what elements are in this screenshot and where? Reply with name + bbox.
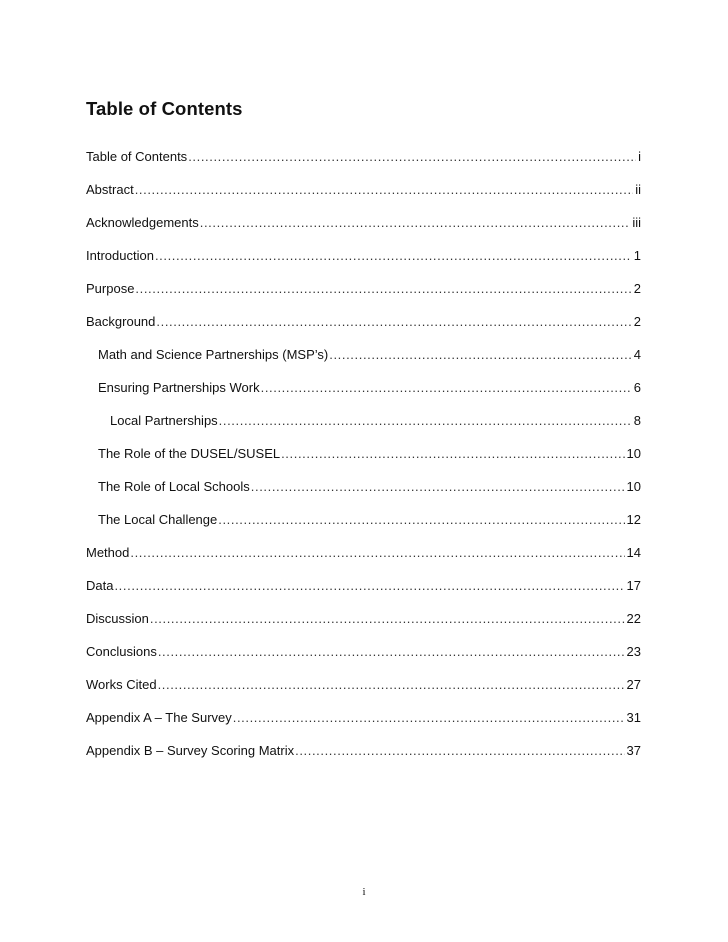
toc-entry-label: The Role of the DUSEL/SUSEL — [98, 446, 281, 461]
dot-leader — [158, 644, 625, 660]
toc-entry-msp[interactable] — [98, 343, 641, 363]
dot-leader — [158, 677, 625, 693]
toc-entry-label: Conclusions — [86, 644, 157, 659]
toc-entry-appendix-b[interactable] — [86, 739, 641, 759]
toc-entry-page: 17 — [626, 578, 641, 593]
toc-entry-data[interactable] — [86, 574, 641, 594]
toc-entry-appendix-a[interactable] — [86, 706, 641, 726]
toc-entry-works-cited[interactable] — [86, 673, 641, 693]
toc-entry-label: Abstract — [86, 182, 134, 197]
toc-entry-label: Works Cited — [86, 677, 157, 692]
toc-entry-role-local-schools[interactable] — [98, 475, 641, 495]
toc-entry-discussion[interactable] — [86, 607, 641, 627]
toc-entry-label: Introduction — [86, 248, 154, 263]
toc-entry-page: i — [638, 149, 641, 164]
toc-entry-page: 14 — [626, 545, 641, 560]
dot-leader — [156, 314, 631, 330]
toc-entry-label: Purpose — [86, 281, 135, 296]
dot-leader — [251, 479, 625, 495]
toc-entry-background[interactable] — [86, 310, 641, 330]
toc-entry-page: 1 — [633, 248, 641, 263]
dot-leader — [218, 512, 624, 528]
toc-entry-label: The Local Challenge — [98, 512, 218, 527]
toc-entry-introduction[interactable] — [86, 244, 641, 264]
toc-entry-label: The Role of Local Schools — [98, 479, 250, 494]
dot-leader — [135, 182, 634, 198]
dot-leader — [155, 248, 632, 264]
dot-leader — [261, 380, 632, 396]
toc-entry-page: 8 — [633, 413, 641, 428]
toc-entry-role-dusel[interactable] — [98, 442, 641, 462]
dot-leader — [114, 578, 624, 594]
toc-entry-page: 10 — [626, 446, 641, 461]
toc-entry-page: 23 — [626, 644, 641, 659]
dot-leader — [233, 710, 625, 726]
toc-entry-label: Appendix A – The Survey — [86, 710, 232, 725]
toc-entry-acknowledgements[interactable] — [86, 211, 641, 231]
toc-entry-label: Math and Science Partnerships (MSP’s) — [98, 347, 329, 362]
toc-entry-page: iii — [632, 215, 641, 230]
toc-entry-label: Background — [86, 314, 156, 329]
dot-leader — [281, 446, 624, 462]
toc-entry-page: 12 — [626, 512, 641, 527]
toc-entry-label: Data — [86, 578, 114, 593]
dot-leader — [200, 215, 631, 231]
toc-entry-page: 37 — [626, 743, 641, 758]
toc-entry-page: 2 — [633, 281, 641, 296]
toc-entry-purpose[interactable] — [86, 277, 641, 297]
toc-entry-label: Table of Contents — [86, 149, 188, 164]
toc-entry-label: Local Partnerships — [110, 413, 218, 428]
dot-leader — [130, 545, 624, 561]
toc-entry-method[interactable] — [86, 541, 641, 561]
toc-entry-page: 31 — [626, 710, 641, 725]
dot-leader — [135, 281, 631, 297]
dot-leader — [219, 413, 632, 429]
toc-entry-label: Ensuring Partnerships Work — [98, 380, 260, 395]
toc-entry-label: Appendix B – Survey Scoring Matrix — [86, 743, 295, 758]
toc-entry-page: 2 — [633, 314, 641, 329]
toc-entry-page: 22 — [626, 611, 641, 626]
toc-entry-ensuring-partnerships[interactable] — [98, 376, 641, 396]
toc-entry-page: 10 — [626, 479, 641, 494]
dot-leader — [150, 611, 625, 627]
toc-entry-table-of-contents[interactable] — [86, 145, 641, 165]
toc-entry-label: Method — [86, 545, 130, 560]
toc-entry-page: ii — [635, 182, 641, 197]
toc-entry-abstract[interactable] — [86, 178, 641, 198]
toc-entry-label: Discussion — [86, 611, 149, 626]
dot-leader — [295, 743, 624, 759]
toc-entry-local-partnerships[interactable] — [110, 409, 641, 429]
dot-leader — [329, 347, 632, 363]
toc-entry-page: 6 — [633, 380, 641, 395]
footer-page-number: i — [362, 886, 366, 898]
toc-entry-label: Acknowledgements — [86, 215, 199, 230]
toc-entry-page: 27 — [626, 677, 641, 692]
page-title: Table of Contents — [86, 98, 243, 119]
toc-entry-page: 4 — [633, 347, 641, 362]
toc-entry-local-challenge[interactable] — [98, 508, 641, 528]
toc-entry-conclusions[interactable] — [86, 640, 641, 660]
dot-leader — [188, 149, 636, 165]
